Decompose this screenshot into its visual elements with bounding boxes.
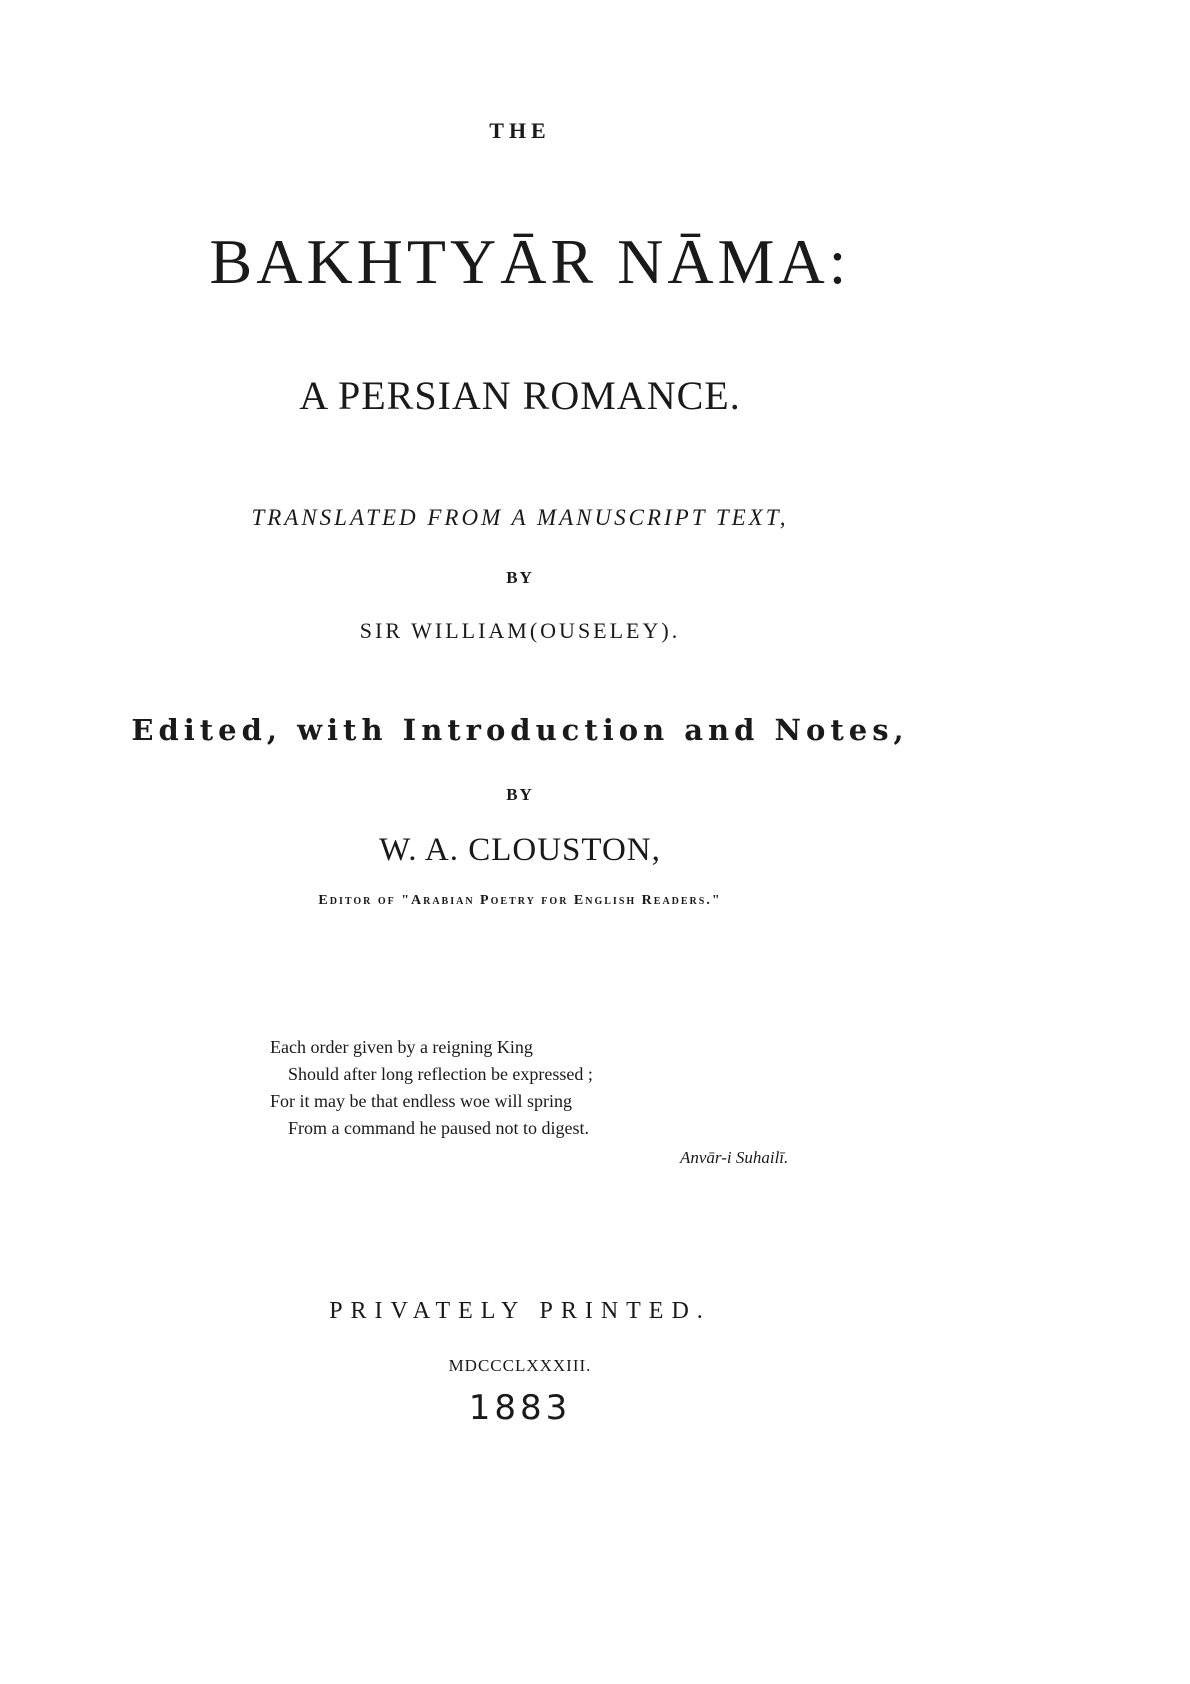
translator-name: SIR WILLIAM(OUSELEY). (359, 618, 681, 643)
title-article: THE (489, 118, 551, 143)
editor-name: W. A. CLOUSTON, (379, 832, 661, 868)
epigraph-verse (270, 1034, 593, 1142)
roman-year: MDCCCLXXXIII. (448, 1356, 592, 1375)
verse-line: For it may be that endless woe will spring (270, 1091, 572, 1111)
book-subtitle: A PERSIAN ROMANCE. (299, 373, 741, 418)
verse-line: Should after long reflection be expressed ; (288, 1064, 593, 1084)
verse-line: Each order given by a reigning King (270, 1037, 533, 1057)
privately-printed: PRIVATELY PRINTED. (329, 1298, 711, 1324)
by-label-translator: BY (506, 568, 534, 587)
book-title: BAKHTYĀR NĀMA: (209, 226, 851, 297)
verse-line: From a command he paused not to digest. (288, 1118, 589, 1138)
handwritten-year: 1883 (468, 1388, 572, 1428)
editor-credit: Editor of "Arabian Poetry for English Readers." (318, 893, 722, 908)
translation-note: TRANSLATED FROM A MANUSCRIPT TEXT, (251, 505, 789, 530)
by-label-editor: BY (506, 785, 534, 804)
epigraph-attribution: Anvār-i Suhailī. (680, 1148, 789, 1167)
edited-note: Edited, with Introduction and Notes, (131, 713, 909, 747)
